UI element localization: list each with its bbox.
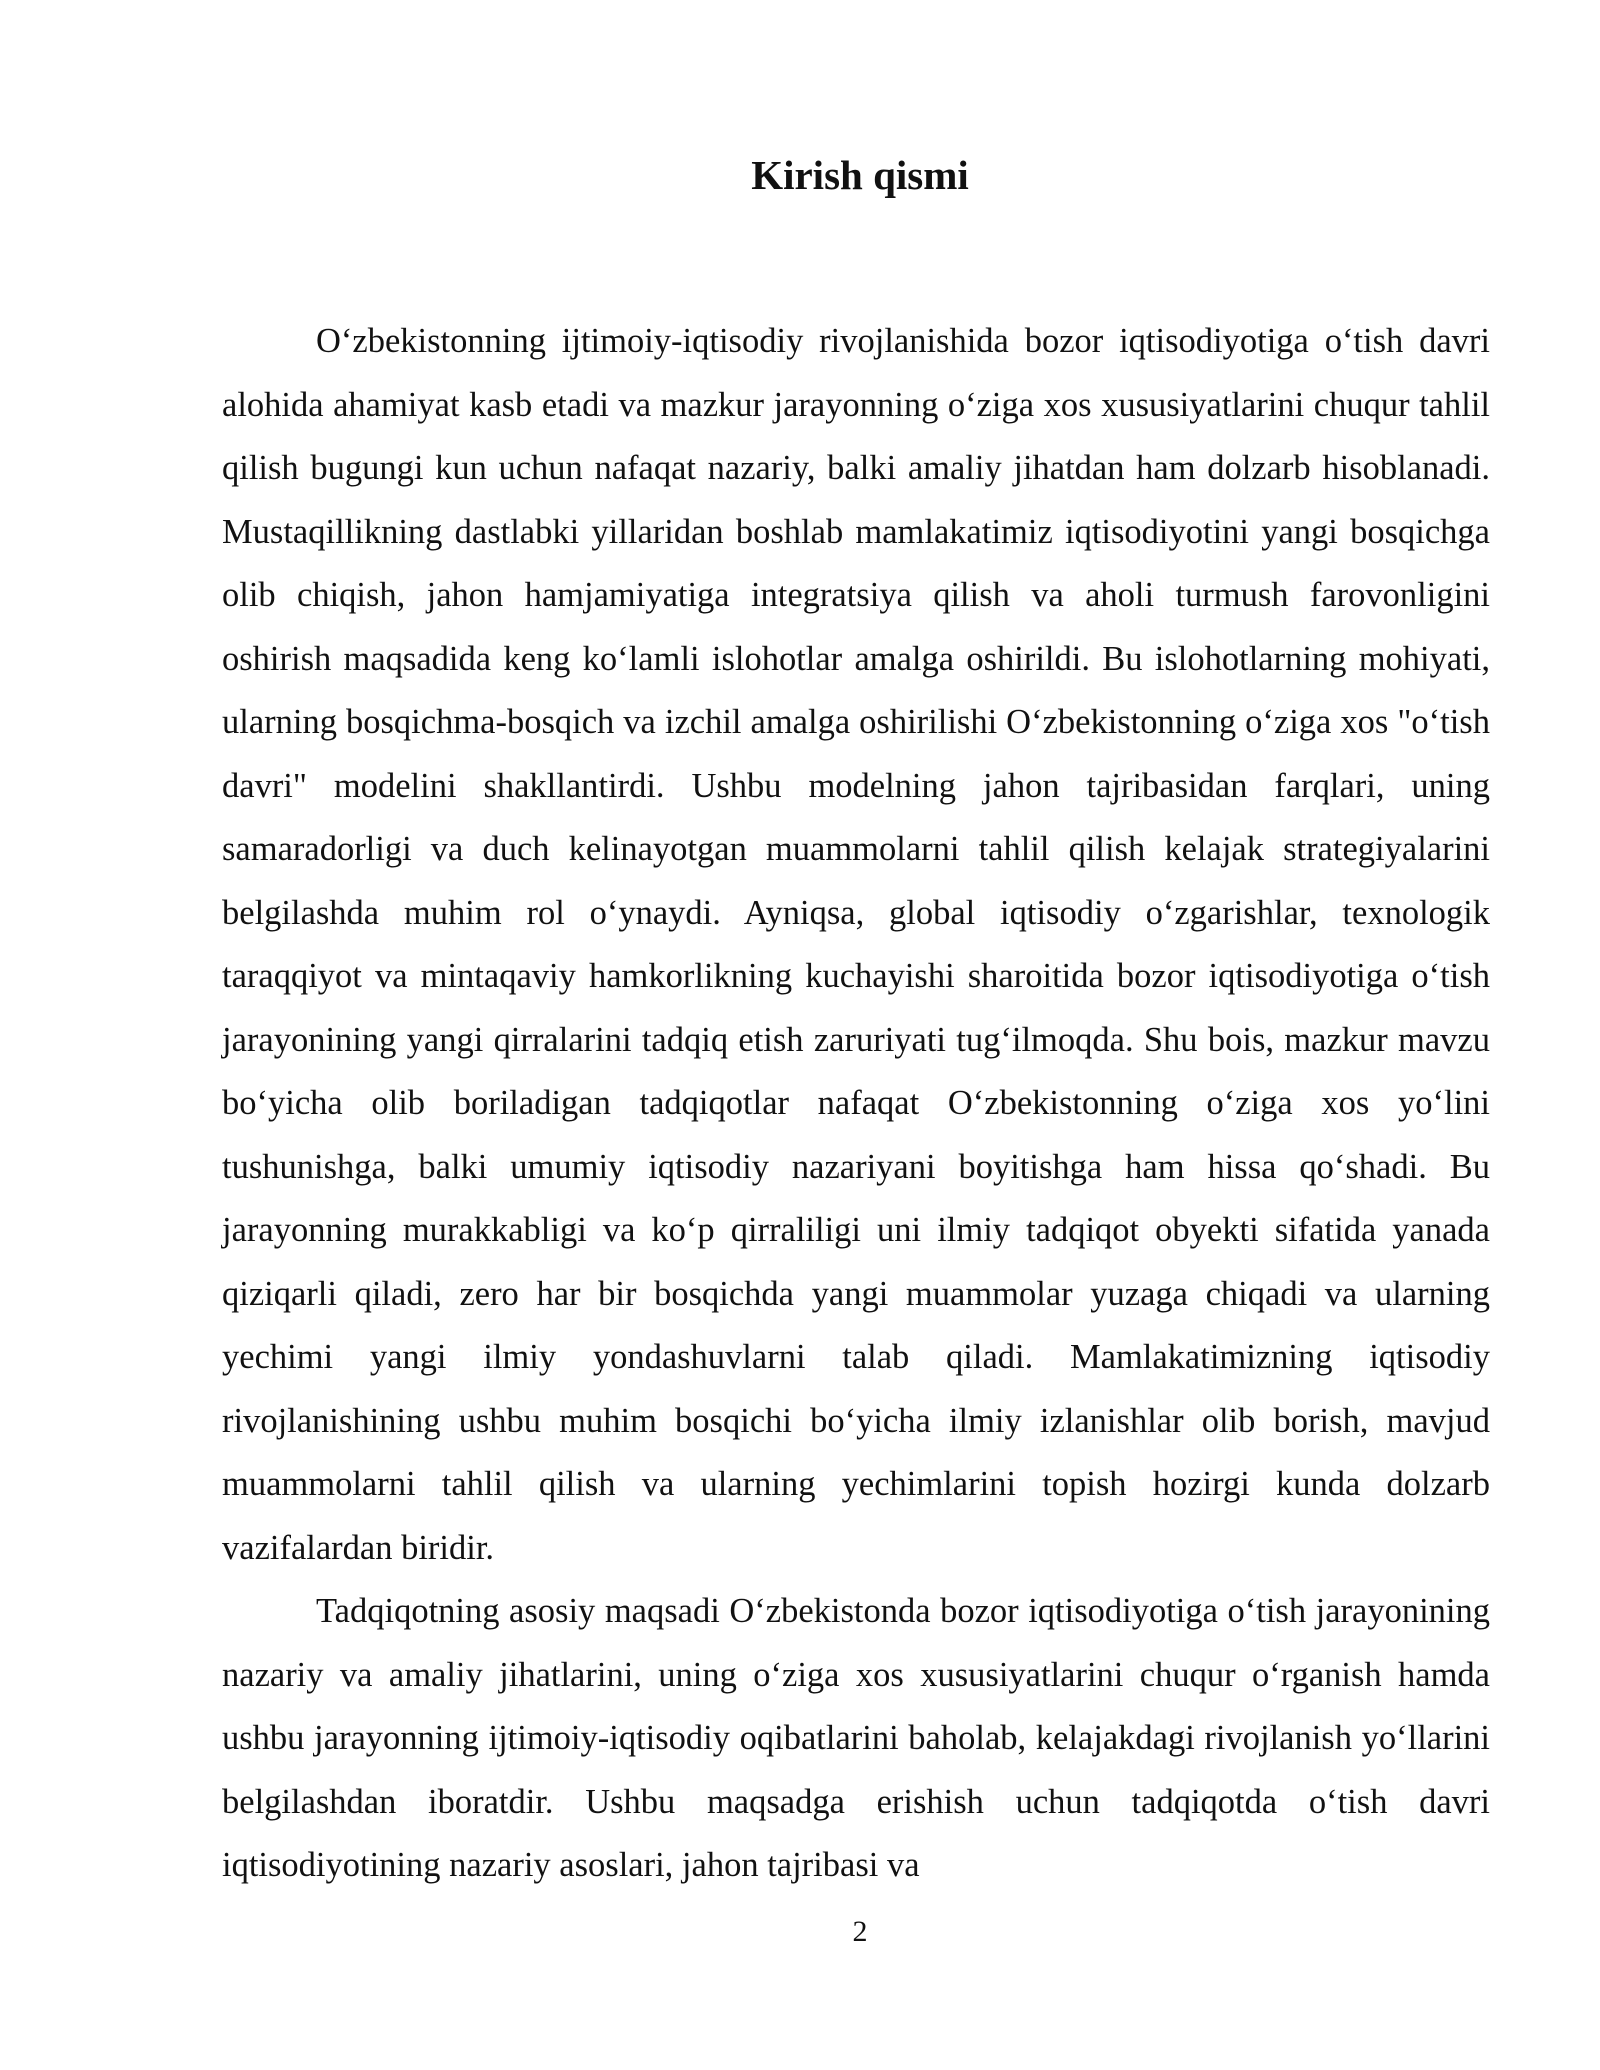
page-title: Kirish qismi (751, 152, 969, 198)
paragraph-2: Tadqiqotning asosiy maqsadi O‘zbekistonda bozor iqtisodiyotiga o‘tish jarayonining nazariy va amaliy jihatlarini, uning o‘ziga xos xususiyatlarini chuqur o‘rganish hamda ushbu jarayonning ijtimoiy-iqtisodiy oqibatlarini baholab, kelajakdagi rivojlanish yo‘llarini belgilashdan iboratdir. Ushbu maqsadga erishish uchun tadqiqotda o‘tish davri iqtisodiyotining nazariy asoslari, jahon tajribasi va (222, 1592, 1490, 1884)
page-number: 2 (852, 1915, 868, 1948)
body-text (222, 310, 1490, 1898)
paragraph-1: O‘zbekistonning ijtimoiy-iqtisodiy rivojlanishida bozor iqtisodiyotiga o‘tish davri alohida ahamiyat kasb etadi va mazkur jarayonning o‘ziga xos xususiyatlarini chuqur tahlil qilish bugungi kun uchun nafaqat nazariy, balki amaliy jihatdan ham dolzarb hisoblanadi. Mustaqillikning dastlabki yillaridan boshlab mamlakatimiz iqtisodiyotini yangi bosqichga olib chiqish, jahon hamjamiyatiga integratsiya qilish va aholi turmush farovonligini oshirish maqsadida keng ko‘lamli islohotlar amalga oshirildi. Bu islohotlarning mohiyati, ularning bosqichma-bosqich va izchil amalga oshirilishi O‘zbekistonning o‘ziga xos "o‘tish davri" modelini shakllantirdi. Ushbu modelning jahon tajribasidan farqlari, uning samaradorligi va duch kelinayotgan muammolarni tahlil qilish kelajak strategiyalarini belgilashda muhim rol o‘ynaydi. Ayniqsa, global iqtisodiy o‘zgarishlar, texnologik taraqqiyot va mintaqaviy hamkorlikning kuchayishi sharoitida bozor iqtisodiyotiga o‘tish jarayonining yangi qirralarini tadqiq etish zaruriyati tug‘ilmoqda. Shu bois, mazkur mavzu bo‘yicha olib boriladigan tadqiqotlar nafaqat O‘zbekistonning o‘ziga xos yo‘lini tushunishga, balki umumiy iqtisodiy nazariyani boyitishga ham hissa qo‘shadi. Bu jarayonning murakkabligi va ko‘p qirraliligi uni ilmiy tadqiqot obyekti sifatida yanada qiziqarli qiladi, zero har bir bosqichda yangi muammolar yuzaga chiqadi va ularning yechimi yangi ilmiy yondashuvlarni talab qiladi. Mamlakatimizning iqtisodiy rivojlanishining ushbu muhim bosqichi bo‘yicha ilmiy izlanishlar olib borish, mavjud muammolarni tahlil qilish va ularning yechimlarini topish hozirgi kunda dolzarb vazifalardan biridir. (222, 322, 1490, 1567)
